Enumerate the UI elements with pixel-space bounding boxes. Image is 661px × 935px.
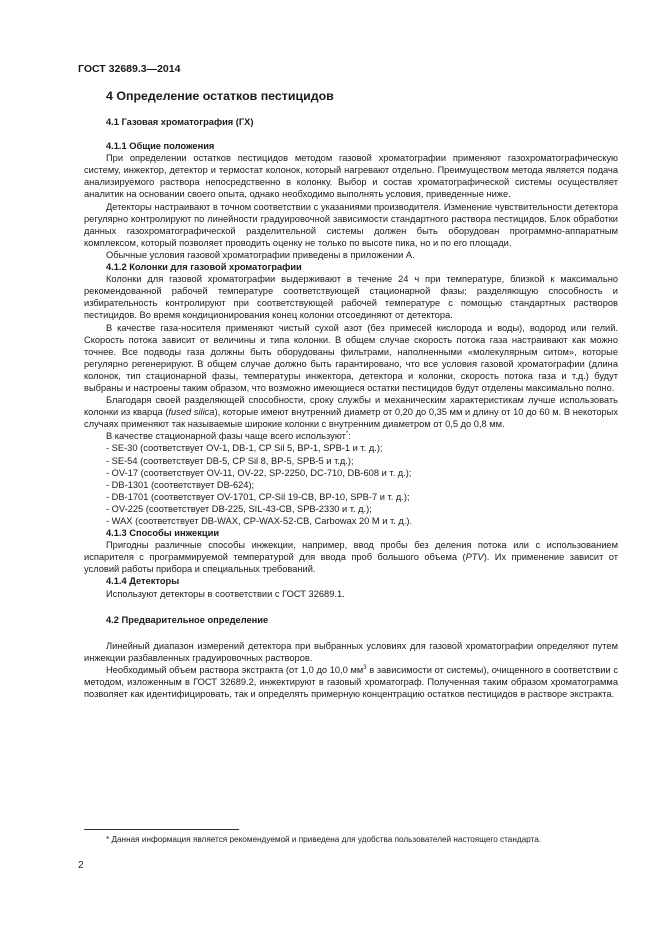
- clause-heading-4-1-2: 4.1.2 Колонки для газовой хроматографии: [106, 262, 302, 273]
- list-item: - DB-1701 (соответствует OV-1701, CP-Sil 19-CB, BP-10, SPB-7 и т. д.);: [106, 491, 410, 502]
- paragraph: Колонки для газовой хроматографии выдерживают в течение 24 ч при температуре, близкой к максимально рекомендованной рабочей температуре соответствующей стационарной фазы; разделяющую способность и избирательность контролируют при соответствующей рабочей температуре с помощью стандартных растворов пестицидов. Во время кондиционирования конец колонки отсоединяют от детектора.: [84, 274, 618, 321]
- paragraph: Необходимый объем раствора экстракта (от 1,0 до 10,0 $мм^3$ в зависимости от системы), очищенного в соответствии с методом, изложенным в ГОСТ 32689.2, инжектируют в газовый хроматограф. Полученная таким образом хроматограмма позволяет как идентифицировать, так и определять примерную концентрацию остатков пестицидов в растворе экстракта.: [84, 664, 618, 700]
- list-item: - SE-54 (соответствует DB-5, CP Sil 8, BP-5, SPB-5 и т.д.);: [106, 455, 354, 466]
- clause-heading-4-1-4: 4.1.4 Детекторы: [106, 576, 180, 587]
- list-item: - OV-225 (соответствует DB-225, SIL-43-CB, SPB-2330 и т. д.);: [106, 503, 372, 514]
- paragraph: Используют детекторы в соответствии с ГОСТ 32689.1.: [106, 588, 345, 599]
- list-item: - OV-17 (соответствует OV-11, OV-22, SP-2250, DC-710, DB-608 и т. д.);: [106, 467, 412, 478]
- paragraph: В качестве стационарной фазы чаще всего используют*:: [106, 431, 351, 442]
- clause-heading-4-1-1: 4.1.1 Общие положения: [106, 141, 215, 152]
- list-item: - WAX (соответствует DB-WAX, CP-WAX-52-CB, Carbowax 20 M и т. д.).: [106, 516, 413, 526]
- document-header: ГОСТ 32689.3—2014: [78, 63, 181, 75]
- footnote-marker: *: [345, 431, 349, 438]
- paragraph: При определении остатков пестицидов методом газовой хроматографии применяют газохроматографическую систему, инжектор, детектор и термостат колонок, который нагревают отдельно. Преимуществом метода является подача анализируемого раствора непосредственно в колонку. Выбор и состав хроматографической системы осуществляет аналитик на основании своего опыта, однако необходимо выполнять условия, приведенные ниже.: [84, 153, 618, 200]
- paragraph: Линейный диапазон измерений детектора при выбранных условиях для газовой хроматографии определяют путем инжекции разбавленных градуировочных растворов.: [84, 640, 618, 663]
- section-heading: 4 Определение остатков пестицидов: [106, 89, 334, 103]
- list-item: - SE-30 (соответствует OV-1, DB-1, CP Sil 5, BP-1, SPB-1 и т. д.);: [106, 443, 383, 454]
- list-item: - DB-1301 (соответствует DB-624);: [106, 479, 255, 490]
- subsection-heading-4-2: 4.2 Предварительное определение: [106, 614, 269, 625]
- paragraph: Обычные условия газовой хроматографии приведены в приложении А.: [106, 249, 415, 260]
- footnote-divider: [84, 829, 239, 830]
- paragraph: Детекторы настраивают в точном соответствии с указаниями производителя. Изменение чувствительности детектора регулярно контролируют по линейности градуировочной зависимости стандартного раствора пестицидов. Блок обработки данных газохроматографической разделительной системы должен быть оборудован программно-аппаратным комплексом, который позволяет проводить оценку не только по высоте пика, но и по его площади.: [84, 201, 618, 248]
- paragraph: В качестве газа-носителя применяют чистый сухой азот (без примесей кислорода и воды), водород или гелий. Скорость потока зависит от величины и типа колонки. В общем случае скорость потока газа настраивают как можно точнее. Все подводы газа должны быть оборудованы фильтрами, наполненными «молекулярным ситом», которые регулярно регенерируют. В общем случае должно быть гарантировано, что все условия газовой хроматографии (длина колонок, тип стационарной фазы, температуры инжектора, детектора и колонки, скорость потока газа и т.д.) будут выбраны и настроены таким образом, что возможно имеющиеся остатки пестицидов будут отделены максимально полно.: [84, 322, 618, 393]
- page-number: 2: [78, 860, 84, 871]
- paragraph: Пригодны различные способы инжекции, например, ввод пробы без деления потока или с использованием испарителя с программируемой температурой для ввода проб большого объема (PTV). Их применение зависит от условий работы прибора и специальных требований.: [84, 540, 618, 575]
- subsection-heading-4-1: 4.1 Газовая хроматография (ГХ): [106, 117, 254, 127]
- paragraph: Благодаря своей разделяющей способности, сроку службы и механическим характеристикам лучше использовать колонки из кварца (fused silica), которые имеют внутренний диаметр от 0,20 до 0,35 мм и длину от 10 до 60 м. В некоторых случаях применяют так называемые широкие колонки с внутренним диаметром от 0,5 до 0,8 мм.: [84, 395, 618, 430]
- document-body: [84, 88, 618, 700]
- clause-heading-4-1-3: 4.1.3 Способы инжекции: [106, 528, 220, 539]
- footnote: * Данная информация является рекомендуемой и приведена для удобства пользователей настоящего стандарта.: [106, 835, 542, 844]
